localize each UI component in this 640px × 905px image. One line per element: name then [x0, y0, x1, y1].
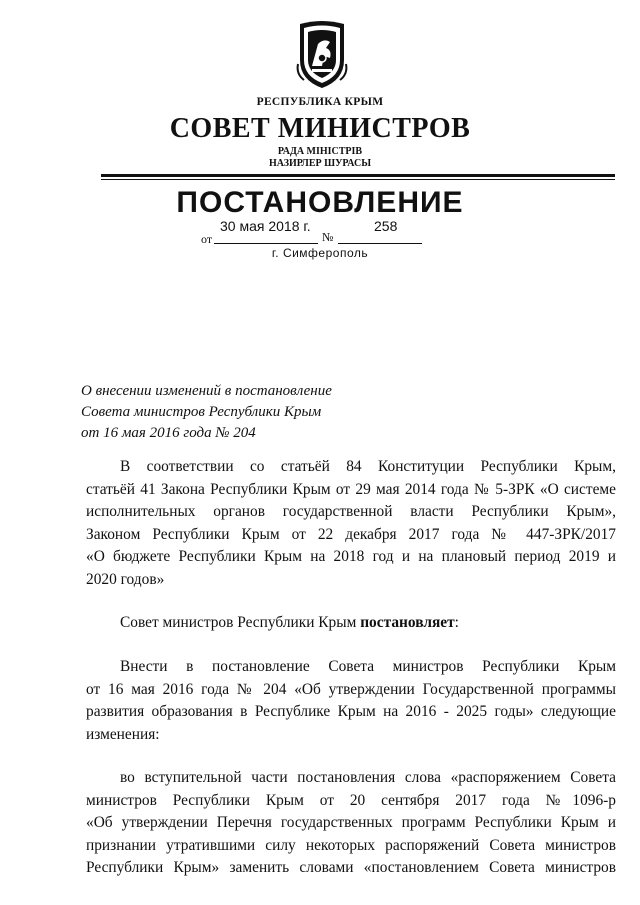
paragraph-line: от 16 мая 2016 года № 204 «Об утверждении Государственной программы [86, 681, 616, 698]
from-label: от [201, 232, 213, 246]
paragraph-line: статьёй 41 Закона Республики Крым от 29 мая 2014 года № 5-ЗРК «О системе [86, 481, 616, 498]
header-divider-thin [101, 179, 615, 180]
decree-title: ПОСТАНОВЛЕНИЕ [176, 186, 464, 219]
paragraph-line: изменения: [86, 726, 160, 743]
subject-block [81, 381, 332, 444]
paragraph-line: «Об утверждении Перечня государственных программ Республики Крым и [86, 814, 616, 831]
decree-date: 30 мая 2018 г. [220, 218, 311, 234]
paragraph-line: Республики Крым» заменить словами «постановлением Совета министров [86, 859, 616, 876]
date-underline [214, 243, 318, 244]
number-sign: № [322, 230, 334, 244]
resolution-text: Совет министров Республики Крым [120, 614, 361, 631]
paragraph-line: «О бюджете Республики Крым на 2018 год и на плановый период 2019 и [86, 548, 616, 565]
council-name-crimean-tatar: НАЗИРЛЕР ШУРАСЫ [268, 158, 372, 169]
paragraph-line: министров Республики Крым от 20 сентября 2017 года №1096-р [86, 792, 616, 809]
resolution-colon: : [454, 614, 459, 631]
paragraph-line: Законом Республики Крым от 22 декабря 2017 года № 447-ЗРК/2017 [86, 526, 616, 543]
paragraph-line: признании утратившими силу некоторых распоряжений Совета министров [86, 837, 616, 854]
paragraph-line: развития образования в Республике Крым на 2016 - 2025 годы» следующие [86, 703, 616, 720]
paragraph-line: Внести в постановление Совета министров Республики Крым [120, 658, 616, 675]
city-name: г. Симферополь [271, 246, 369, 260]
resolution-line [120, 614, 459, 632]
paragraph-line: В соответствии со статьёй 84 Конституции Республики Крым, [120, 458, 616, 475]
council-name-ukrainian: РАДА МІНІСТРІВ [277, 146, 363, 157]
subject-line: О внесении изменений в постановление [81, 383, 332, 399]
subject-line: Совета министров Республики Крым [81, 404, 322, 420]
number-underline [338, 243, 422, 244]
subject-line: от 16 мая 2016 года № 204 [81, 425, 256, 441]
resolution-verb: постановляет [360, 614, 455, 631]
header-divider-thick [101, 174, 615, 177]
paragraph-line: исполнительных органов государственной власти Республики Крым», [86, 503, 616, 520]
decree-number: 258 [374, 218, 398, 234]
paragraph-line: во вступительной части постановления слова «распоряжением Совета [120, 769, 616, 786]
council-name: СОВЕТ МИНИСТРОВ [169, 113, 471, 144]
crimea-coat-of-arms-icon [294, 20, 350, 90]
paragraph-line: 2020 годов» [86, 571, 165, 588]
republic-name: РЕСПУБЛИКА КРЫМ [256, 96, 384, 108]
